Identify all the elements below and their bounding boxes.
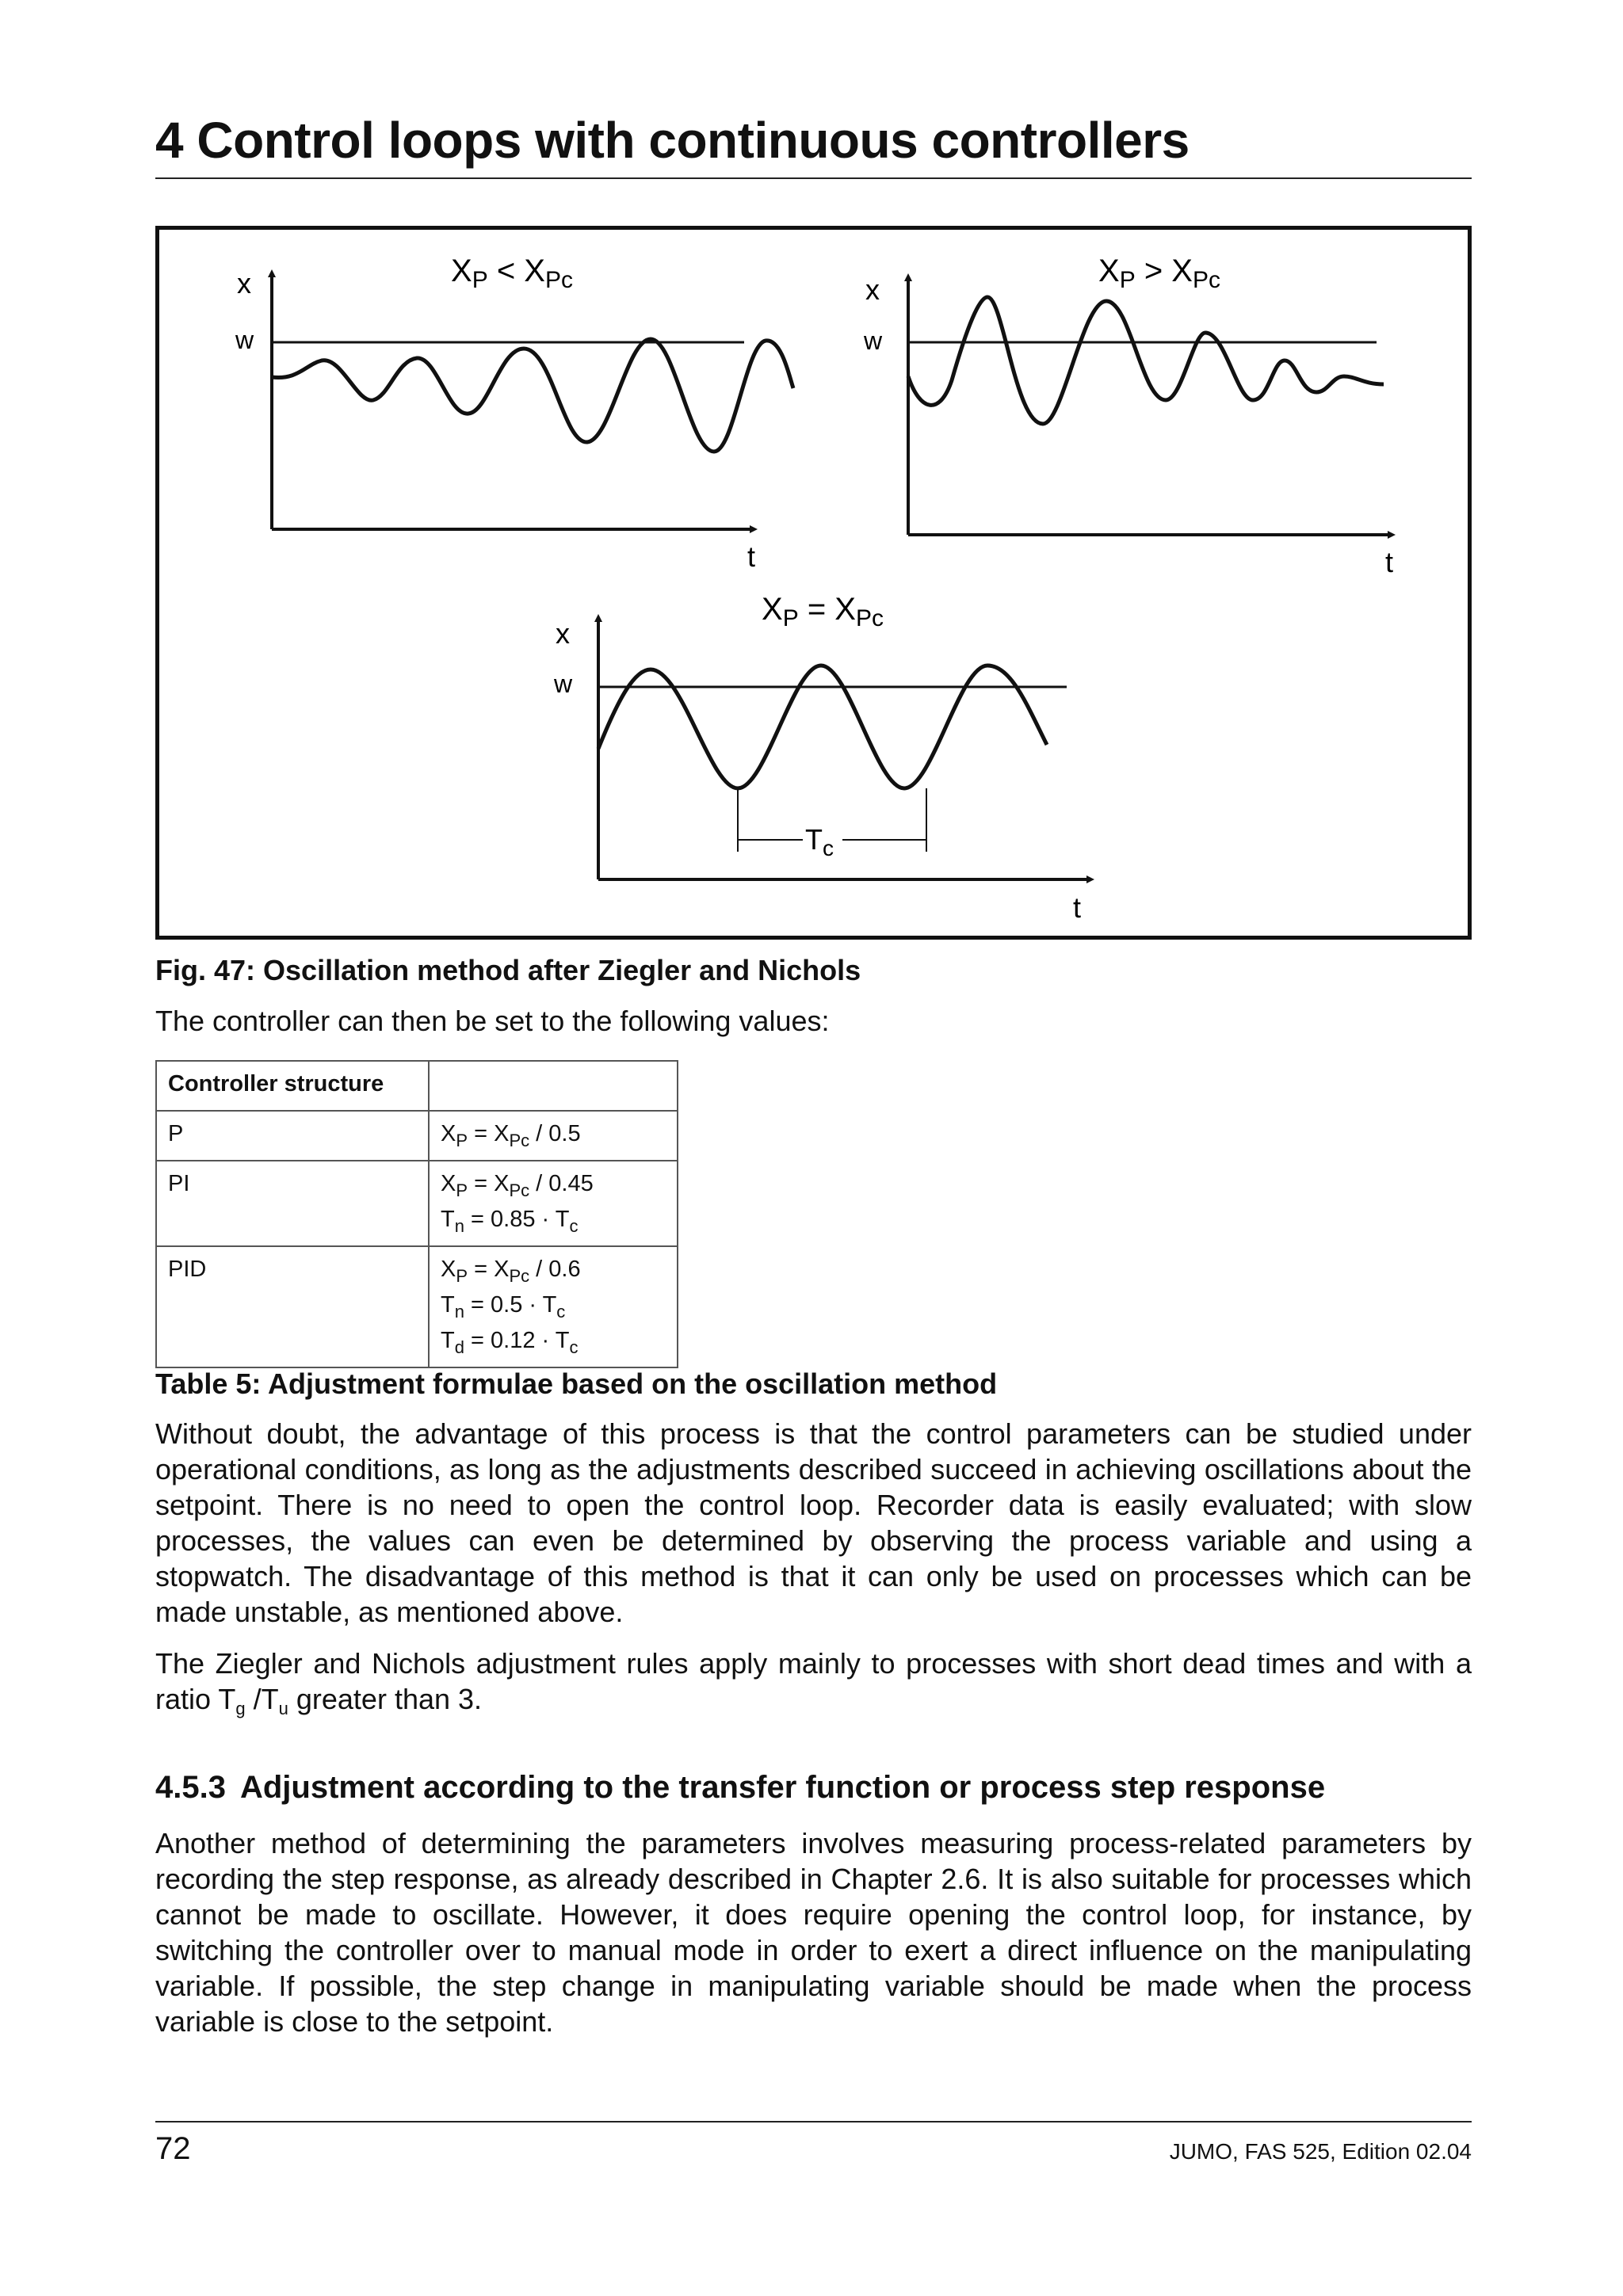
panel2-t-label: t	[1385, 546, 1394, 578]
formula-line: $T_d = 0.12 \cdot T_c$	[441, 1328, 579, 1357]
paragraph-advantages: Without doubt, the advantage of this process is that the control parameters can be studied under operational conditions, as long as the adjustments described succeed in achieving oscillations about the setpoint. There is no need to open the control loop. Recorder data is easily evaluated; with slow processes, the values can even be determined by observing the process variable and using a stopwatch. The disadvantage of this method is that it can only be used on processes which can be made unstable, as mentioned above.	[155, 1417, 1472, 1628]
table-header-structure: Controller structure	[156, 1061, 429, 1111]
intro-text: The controller can then be set to the following values:	[155, 1005, 830, 1037]
formula-line: $X_P = X_{Pc} / 0.6$	[441, 1257, 581, 1286]
panel-sustained	[553, 592, 1090, 924]
panel1-y-label: x	[237, 267, 251, 299]
publication-info: JUMO, FAS 525, Edition 02.04	[1169, 2139, 1472, 2164]
structure-cell: PI	[156, 1161, 429, 1246]
formula-cell	[429, 1111, 678, 1161]
formula-line: $T_n = 0.5 \cdot T_c$	[441, 1292, 566, 1322]
table-header-row	[156, 1061, 678, 1111]
paragraph-step-response: Another method of determining the parameters involves measuring process-related parameters by recording the step response, as already described in Chapter 2.6. It is also suitable for processes which cannot be made to oscillate. However, it does require opening the control loop, for instance, by switching the controller over to manual mode in order to exert a direct influence on the manipulating variable. If possible, the step change in manipulating variable should be made when the process variable is close to the setpoint.	[155, 1827, 1472, 2038]
panel2-title: $X_P > X_{Pc}$	[1098, 254, 1220, 293]
panel3-title: $X_P = X_{Pc}$	[762, 592, 884, 631]
panel2-w-label: w	[864, 326, 883, 355]
footer-rule	[155, 2121, 1472, 2122]
panel3-y-label: x	[556, 617, 570, 650]
header-rule	[155, 177, 1472, 179]
structure-cell: P	[156, 1111, 429, 1161]
table-row	[156, 1111, 678, 1161]
panel1-title: $X_P < X_{Pc}$	[451, 254, 573, 293]
table-row	[156, 1161, 678, 1246]
panel1-process-curve	[272, 339, 793, 452]
formula-line: $T_n = 0.85 \cdot T_c$	[441, 1207, 579, 1236]
formula-line: $X_P = X_{Pc} / 0.5$	[441, 1121, 581, 1150]
formulae-table	[155, 1060, 678, 1368]
table-caption: Table 5: Adjustment formulae based on the oscillation method	[155, 1367, 998, 1400]
table-header-empty	[429, 1061, 678, 1111]
panel3-t-label: t	[1073, 891, 1082, 924]
panel1-w-label: w	[235, 326, 254, 354]
formula-cell	[429, 1161, 678, 1246]
panel2-y-label: x	[865, 273, 880, 306]
table-row	[156, 1246, 678, 1367]
panel3-w-label: w	[554, 669, 573, 698]
chapter-title: 4 Control loops with continuous controllers	[155, 112, 1190, 169]
section-title: Adjustment according to the transfer function or process step response	[239, 1770, 1326, 1805]
paragraph-ziegler-nichols: The Ziegler and Nichols adjustment rules apply mainly to processes with short dead times and with a ratio $T_g$ $/T_u$ greater than 3.	[155, 1647, 1472, 1718]
figure-oscillation-method	[155, 226, 1472, 940]
structure-cell: PID	[156, 1246, 429, 1367]
panel3-process-curve	[598, 666, 1047, 788]
panel1-t-label: t	[747, 540, 756, 573]
page-number: 72	[155, 2131, 191, 2166]
figure-drawing	[159, 230, 1476, 944]
section-number: 4.5.3	[155, 1770, 226, 1805]
panel3-tc-label: $T_c$	[805, 823, 834, 860]
panel2-process-curve	[908, 297, 1384, 424]
panel-increasing	[235, 254, 793, 573]
formula-line: $X_P = X_{Pc} / 0.45$	[441, 1171, 594, 1200]
panel-decaying	[863, 254, 1393, 578]
figure-caption: Fig. 47: Oscillation method after Ziegler and Nichols	[155, 954, 861, 986]
section-heading	[155, 1770, 1325, 1806]
formula-cell	[429, 1246, 678, 1367]
